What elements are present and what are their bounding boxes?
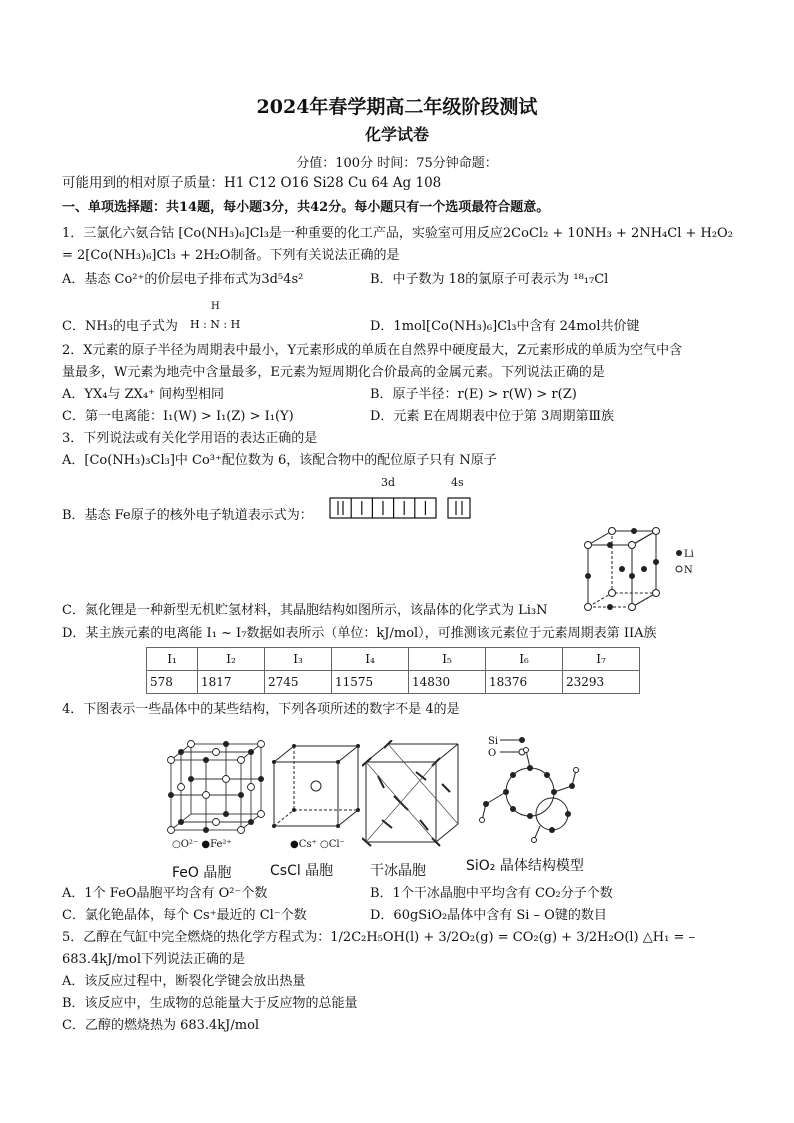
- q3-option-b: B．基态 Fe原子的核外电子轨道表示式为：: [62, 508, 313, 523]
- q4-option-c: C．氯化铯晶体，每个 Cs⁺最近的 Cl⁻个数: [62, 908, 307, 923]
- li3n-unit-cell-figure: [582, 527, 692, 619]
- cscl-legend: ●Cs⁺ ○Cl⁻: [290, 839, 345, 850]
- q1-option-d: D．1mol[Co(NH₃)₆]Cl₃中含有 24mol共价键: [370, 319, 640, 334]
- q2-option-b: B．原子半径：r(E) > r(W) > r(Z): [370, 387, 577, 402]
- q1-electron-formula-top: H: [211, 301, 220, 312]
- table-cell: 23293: [563, 671, 640, 694]
- q2-option-d: D．元素 E在周期表中位于第 3周期第Ⅲ族: [370, 409, 614, 424]
- q4-stem: 4．下图表示一些晶体中的某些结构，下列各项所述的数字不是 4的是: [62, 702, 460, 717]
- orbital-label-3d: 3d: [381, 476, 396, 489]
- table-row: [147, 671, 640, 694]
- q5-stem-2: 683.4kJ/mol下列说法正确的是: [62, 952, 245, 967]
- q3-option-c: C．氮化锂是一种新型无机贮氢材料，其晶胞结构如图所示，该晶体的化学式为 Li₃N: [62, 603, 548, 618]
- section-heading: 一、单项选择题：共14题，每小题3分，共42分。每小题只有一个选项最符合题意。: [62, 200, 550, 215]
- q4-option-b: B．1个干冰晶胞中平均含有 CO₂分子个数: [370, 886, 613, 901]
- q1-electron-formula: H : N : H: [190, 318, 241, 331]
- q5-stem-1: 5．乙醇在气缸中完全燃烧的热化学方程式为：1/2C₂H₅OH(l) + 3/2O₂(g) = CO₂(g) + 3/2H₂O(l) △H₁ = –: [62, 930, 695, 945]
- feo-unit-cell-figure: [165, 740, 270, 835]
- q3-option-d: D．某主族元素的电离能 I₁ ~ I₇数据如表所示（单位：kJ/mol），可推测该元素位于元素周期表第 IIA族: [62, 626, 657, 641]
- table-cell: 2745: [265, 671, 332, 694]
- caption-feo: FeO 晶胞: [172, 865, 232, 881]
- fe-orbital-diagram: [328, 494, 473, 524]
- q1-option-a: A．基态 Co²⁺的价层电子排布式为3d⁵4s²: [62, 272, 304, 287]
- table-header: I₂: [198, 648, 265, 671]
- sio2-legend-o: O: [488, 748, 497, 759]
- sio2-legend-si: Si: [488, 736, 499, 747]
- legend-li: Li: [684, 549, 694, 560]
- feo-legend: ○O²⁻ ●Fe²⁺: [172, 839, 232, 850]
- table-cell: 18376: [486, 671, 563, 694]
- q5-option-b: B．该反应中，生成物的总能量大于反应物的总能量: [62, 996, 358, 1011]
- q1-stem-1: 1．三氯化六氨合钴 [Co(NH₃)₆]Cl₃是一种重要的化工产品，实验室可用反应2CoCl₂ + 10NH₃ + 2NH₄Cl + H₂O₂: [62, 226, 733, 241]
- table-header: I₃: [265, 648, 332, 671]
- q1-stem-2: = 2[Co(NH₃)₆]Cl₃ + 2H₂O制备。下列有关说法正确的是: [62, 248, 400, 263]
- table-cell: 578: [147, 671, 198, 694]
- table-header: I₁: [147, 648, 198, 671]
- orbital-label-4s: 4s: [451, 476, 464, 489]
- legend-n: N: [684, 565, 693, 576]
- table-header: I₇: [563, 648, 640, 671]
- caption-cscl: CsCl 晶胞: [270, 863, 334, 879]
- page-subtitle: 化学试卷: [364, 125, 429, 144]
- ionization-energy-table: [146, 647, 640, 694]
- table-header-row: [147, 648, 640, 671]
- q3-stem: 3．下列说法或有关化学用语的表达正确的是: [62, 431, 318, 446]
- q2-stem-2: 量最多，W元素为地壳中含量最多，E元素为短周期化合价最高的金属元素。下列说法正确的是: [62, 365, 605, 380]
- q2-option-a: A．YX₄与 ZX₄⁺ 间构型相同: [62, 387, 225, 402]
- q5-option-a: A．该反应过程中，断裂化学键会放出热量: [62, 974, 306, 989]
- q2-option-c: C．第一电离能：I₁(W) > I₁(Z) > I₁(Y): [62, 409, 294, 424]
- q1-option-b: B．中子数为 18的氯原子可表示为 ¹⁸₁₇Cl: [370, 272, 609, 287]
- q1-option-c: C．NH₃的电子式为: [62, 319, 178, 334]
- exam-meta: 分值：100分 时间：75分钟命题：: [296, 156, 498, 171]
- caption-dry-ice: 干冰晶胞: [370, 863, 426, 879]
- q4-option-a: A．1个 FeO晶胞平均含有 O²⁻个数: [62, 886, 268, 901]
- table-cell: 11575: [332, 671, 409, 694]
- q2-stem-1: 2．X元素的原子半径为周期表中最小，Y元素形成的单质在自然界中硬度最大，Z元素形成的单质为空气中含: [62, 343, 683, 358]
- q3-option-a: A．[Co(NH₃)₃Cl₃]中 Co³⁺配位数为 6，该配合物中的配位原子只有 N原子: [62, 453, 497, 468]
- table-cell: 14830: [409, 671, 486, 694]
- caption-sio2: SiO₂ 晶体结构模型: [466, 858, 584, 874]
- table-header: I₄: [332, 648, 409, 671]
- cscl-unit-cell-figure: [270, 742, 362, 834]
- table-header: I₆: [486, 648, 563, 671]
- page-title: 2024年春学期高二年级阶段测试: [256, 96, 538, 118]
- q5-option-c: C．乙醇的燃烧热为 683.4kJ/mol: [62, 1018, 260, 1033]
- table-cell: 1817: [198, 671, 265, 694]
- dry-ice-unit-cell-figure: [362, 740, 462, 848]
- atomic-masses: 可能用到的相对原子质量：H1 C12 O16 Si28 Cu 64 Ag 108: [62, 175, 442, 191]
- table-header: I₅: [409, 648, 486, 671]
- q4-option-d: D．60gSiO₂晶体中含有 Si – O键的数目: [370, 908, 607, 923]
